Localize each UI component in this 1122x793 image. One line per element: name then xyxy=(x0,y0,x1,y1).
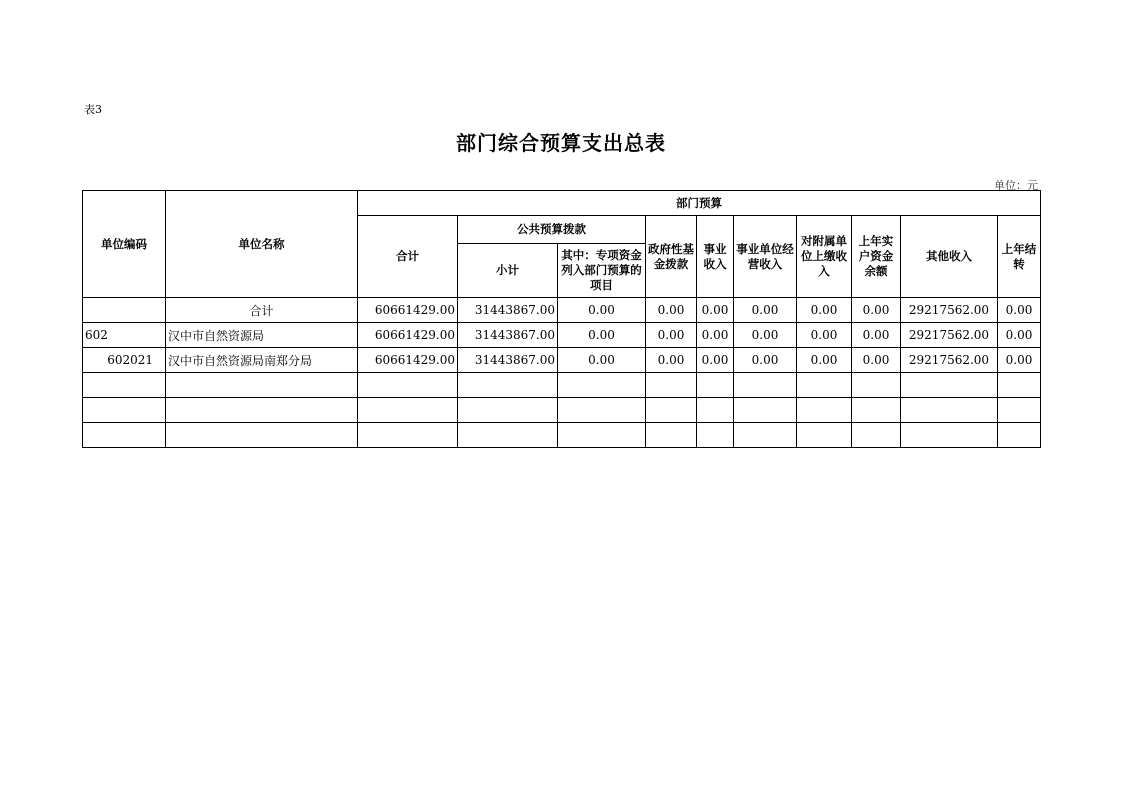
cell-business-operating: 0.00 xyxy=(734,323,797,348)
cell-code: 602021 xyxy=(83,348,166,373)
page-title: 部门综合预算支出总表 xyxy=(456,131,666,155)
empty-cell xyxy=(998,373,1041,398)
empty-cell xyxy=(697,373,734,398)
cell-business-operating: 0.00 xyxy=(734,348,797,373)
cell-total: 60661429.00 xyxy=(358,323,458,348)
empty-cell xyxy=(734,398,797,423)
cell-special: 0.00 xyxy=(558,348,646,373)
empty-cell xyxy=(852,423,901,448)
cell-business-income: 0.00 xyxy=(697,348,734,373)
table-row xyxy=(83,323,1041,348)
table-number-label: 表3 xyxy=(84,103,102,116)
empty-cell xyxy=(458,398,558,423)
empty-cell xyxy=(646,373,697,398)
cell-business-income: 0.00 xyxy=(697,298,734,323)
empty-cell xyxy=(998,423,1041,448)
empty-cell xyxy=(797,398,852,423)
header-affiliate-income: 对附属单位上缴收入 xyxy=(797,216,852,298)
empty-cell xyxy=(558,373,646,398)
cell-prev-balance: 0.00 xyxy=(852,323,901,348)
cell-subtotal: 31443867.00 xyxy=(458,298,558,323)
cell-carryover: 0.00 xyxy=(998,348,1041,373)
empty-cell xyxy=(852,398,901,423)
empty-cell xyxy=(83,398,166,423)
cell-business-income: 0.00 xyxy=(697,323,734,348)
header-public-budget: 公共预算拨款 xyxy=(458,216,646,244)
cell-special: 0.00 xyxy=(558,323,646,348)
budget-expenditure-table xyxy=(82,190,1041,448)
cell-other-income: 29217562.00 xyxy=(901,323,998,348)
empty-cell xyxy=(558,423,646,448)
empty-cell xyxy=(901,373,998,398)
empty-cell xyxy=(558,398,646,423)
cell-other-income: 29217562.00 xyxy=(901,298,998,323)
cell-name: 汉中市自然资源局 xyxy=(166,323,358,348)
cell-name: 合计 xyxy=(166,298,358,323)
empty-cell xyxy=(734,423,797,448)
empty-cell xyxy=(901,398,998,423)
cell-carryover: 0.00 xyxy=(998,323,1041,348)
cell-prev-balance: 0.00 xyxy=(852,298,901,323)
empty-cell xyxy=(797,423,852,448)
empty-cell xyxy=(83,423,166,448)
cell-gov-fund: 0.00 xyxy=(646,348,697,373)
cell-code: 602 xyxy=(83,323,166,348)
cell-affiliate: 0.00 xyxy=(797,348,852,373)
empty-row xyxy=(83,373,1041,398)
empty-cell xyxy=(901,423,998,448)
empty-cell xyxy=(166,423,358,448)
header-dept-budget: 部门预算 xyxy=(358,191,1041,216)
empty-cell xyxy=(83,373,166,398)
cell-special: 0.00 xyxy=(558,298,646,323)
cell-carryover: 0.00 xyxy=(998,298,1041,323)
cell-business-operating: 0.00 xyxy=(734,298,797,323)
header-subtotal: 小计 xyxy=(458,244,558,298)
empty-cell xyxy=(358,373,458,398)
cell-affiliate: 0.00 xyxy=(797,298,852,323)
table-row xyxy=(83,298,1041,323)
cell-name: 汉中市自然资源局南郑分局 xyxy=(166,348,358,373)
cell-code xyxy=(83,298,166,323)
empty-cell xyxy=(697,423,734,448)
cell-total: 60661429.00 xyxy=(358,348,458,373)
header-other-income: 其他收入 xyxy=(901,216,998,298)
table-row xyxy=(83,348,1041,373)
header-unit-code: 单位编码 xyxy=(83,191,166,298)
empty-cell xyxy=(646,423,697,448)
header-prev-year-balance: 上年实户资金余额 xyxy=(852,216,901,298)
empty-cell xyxy=(458,373,558,398)
empty-cell xyxy=(166,398,358,423)
cell-gov-fund: 0.00 xyxy=(646,298,697,323)
empty-cell xyxy=(166,373,358,398)
empty-cell xyxy=(358,423,458,448)
header-total: 合计 xyxy=(358,216,458,298)
header-special-funds: 其中：专项资金列入部门预算的项目 xyxy=(558,244,646,298)
empty-cell xyxy=(797,373,852,398)
unit-label: 单位：元 xyxy=(994,179,1038,192)
header-prev-year-carryover: 上年结转 xyxy=(998,216,1041,298)
header-gov-fund: 政府性基金拨款 xyxy=(646,216,697,298)
empty-row xyxy=(83,398,1041,423)
empty-cell xyxy=(358,398,458,423)
cell-other-income: 29217562.00 xyxy=(901,348,998,373)
header-business-income: 事业收入 xyxy=(697,216,734,298)
header-business-operating: 事业单位经营收入 xyxy=(734,216,797,298)
cell-prev-balance: 0.00 xyxy=(852,348,901,373)
empty-cell xyxy=(852,373,901,398)
empty-row xyxy=(83,423,1041,448)
empty-cell xyxy=(998,398,1041,423)
cell-affiliate: 0.00 xyxy=(797,323,852,348)
cell-subtotal: 31443867.00 xyxy=(458,348,558,373)
cell-subtotal: 31443867.00 xyxy=(458,323,558,348)
empty-cell xyxy=(697,398,734,423)
cell-total: 60661429.00 xyxy=(358,298,458,323)
empty-cell xyxy=(458,423,558,448)
empty-cell xyxy=(734,373,797,398)
cell-gov-fund: 0.00 xyxy=(646,323,697,348)
header-unit-name: 单位名称 xyxy=(166,191,358,298)
empty-cell xyxy=(646,398,697,423)
